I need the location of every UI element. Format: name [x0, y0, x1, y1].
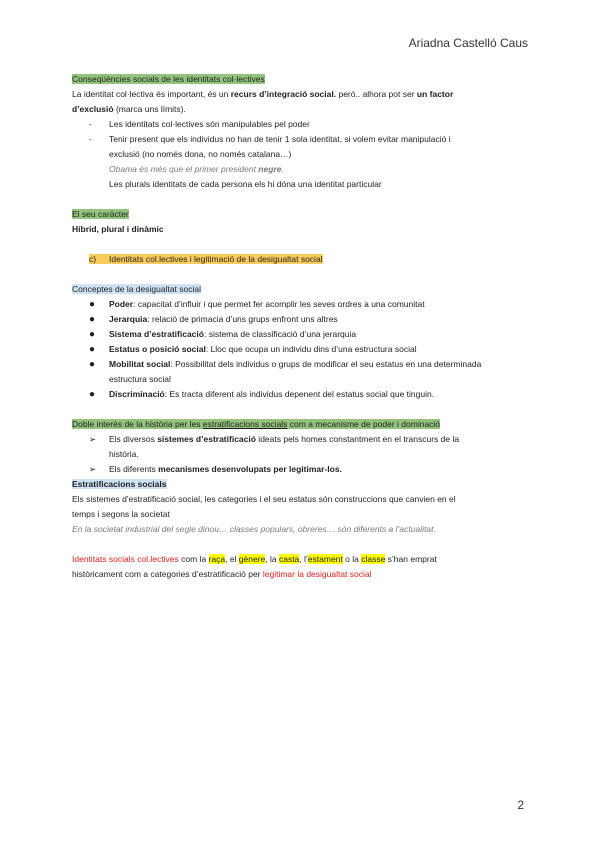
section-heading-consequencies: Conseqüències socials de les identitats col·lectives	[72, 74, 265, 84]
subsection-c-title: c) Identitats col.lectives i legitimació de la desigualtat social	[89, 254, 323, 264]
section-heading-estratificacions: Estratificacions socials	[72, 479, 167, 489]
paragraph-identitat: La identitat col·lectiva és important, és un recurs d’integració social. però.. alhora pot ser un factor	[72, 89, 454, 99]
plurals-identitats: Les plurals identitats de cada persona els hi dóna una identitat particular	[109, 179, 382, 189]
dash-item-manipulables: - Les identitats col·lectives són manipulables pel poder	[89, 119, 310, 129]
dash-item-tenir-present-cont: exclusió (no només dona, no només catalana…)	[109, 149, 292, 159]
arrow-item-mecanismes: ➢ Els diferents mecanismes desenvolupats per legitimar-los.	[89, 464, 342, 474]
dash-item-tenir-present: - Tenir present que els individus no han de tenir 1 sola identitat, si volem evitar manipulació i	[89, 134, 451, 144]
estratificacions-p1: Els sistemes d’estratificació social, les categories i el seu estatus són construccions que canvien en el	[72, 494, 456, 504]
page-number: 2	[517, 798, 524, 812]
obama-example: Obama és més que el primer president negre.	[109, 164, 284, 174]
arrow-item-sistemes-cont: història.	[109, 449, 139, 459]
concept-item-discriminacio: ● Discriminació: Es tracta diferent als individus depenent del estatus social que tinguin.	[89, 389, 435, 400]
section-heading-caracter: El seu caràcter	[72, 209, 129, 219]
concept-item-sistema: ● Sistema d’estratificació: sistema de classificació d’una jerarquia	[89, 329, 357, 340]
concept-item-estatus: ● Estatus o posició social: Lloc que ocupa un individu dins d’una estructura social	[89, 344, 417, 355]
caracter-text: Híbrid, plural i dinàmic	[72, 224, 164, 234]
paragraph-identitat-cont: d’exclusió (marca uns límits).	[72, 104, 186, 114]
document-body	[72, 72, 530, 582]
section-heading-doble-interes: Doble interès de la història per les estratificacions socials com a mecanisme de poder i dominació	[72, 419, 441, 429]
identitats-socials-line1: Identitats socials col.lectives com la raça, el gènere, la casta, l’estament o la classe s’han emprat	[72, 554, 437, 564]
estratificacions-p2: temps i segons la societat	[72, 509, 170, 519]
section-heading-conceptes: Conceptes de la desigualtat social	[72, 284, 201, 294]
author-name: Ariadna Castelló Caus	[408, 36, 528, 50]
identitats-socials-line2: històricament com a categories d’estratificació per legitimar la desigualtat social	[72, 569, 372, 579]
concept-item-mobilitat: ● Mobilitat social: Possibilitat dels individus o grups de modificar el seu estatus en una determinada estructura social	[89, 359, 482, 384]
concept-item-jerarquia: ● Jerarquia: relació de primacia d’uns grups enfront uns altres	[89, 314, 338, 325]
concept-item-poder: ● Poder: capacitat d’influir i que permet fer acomplir les seves ordres a una comunitat	[89, 299, 425, 310]
arrow-item-sistemes: ➢ Els diversos sistemes d’estratificació ideats pels homes constantment en el transcurs de la	[89, 434, 460, 444]
estratificacions-example: En la societat industrial del segle dinou… classes populars, obreres… són diferents a l’actualitat.	[72, 524, 436, 534]
